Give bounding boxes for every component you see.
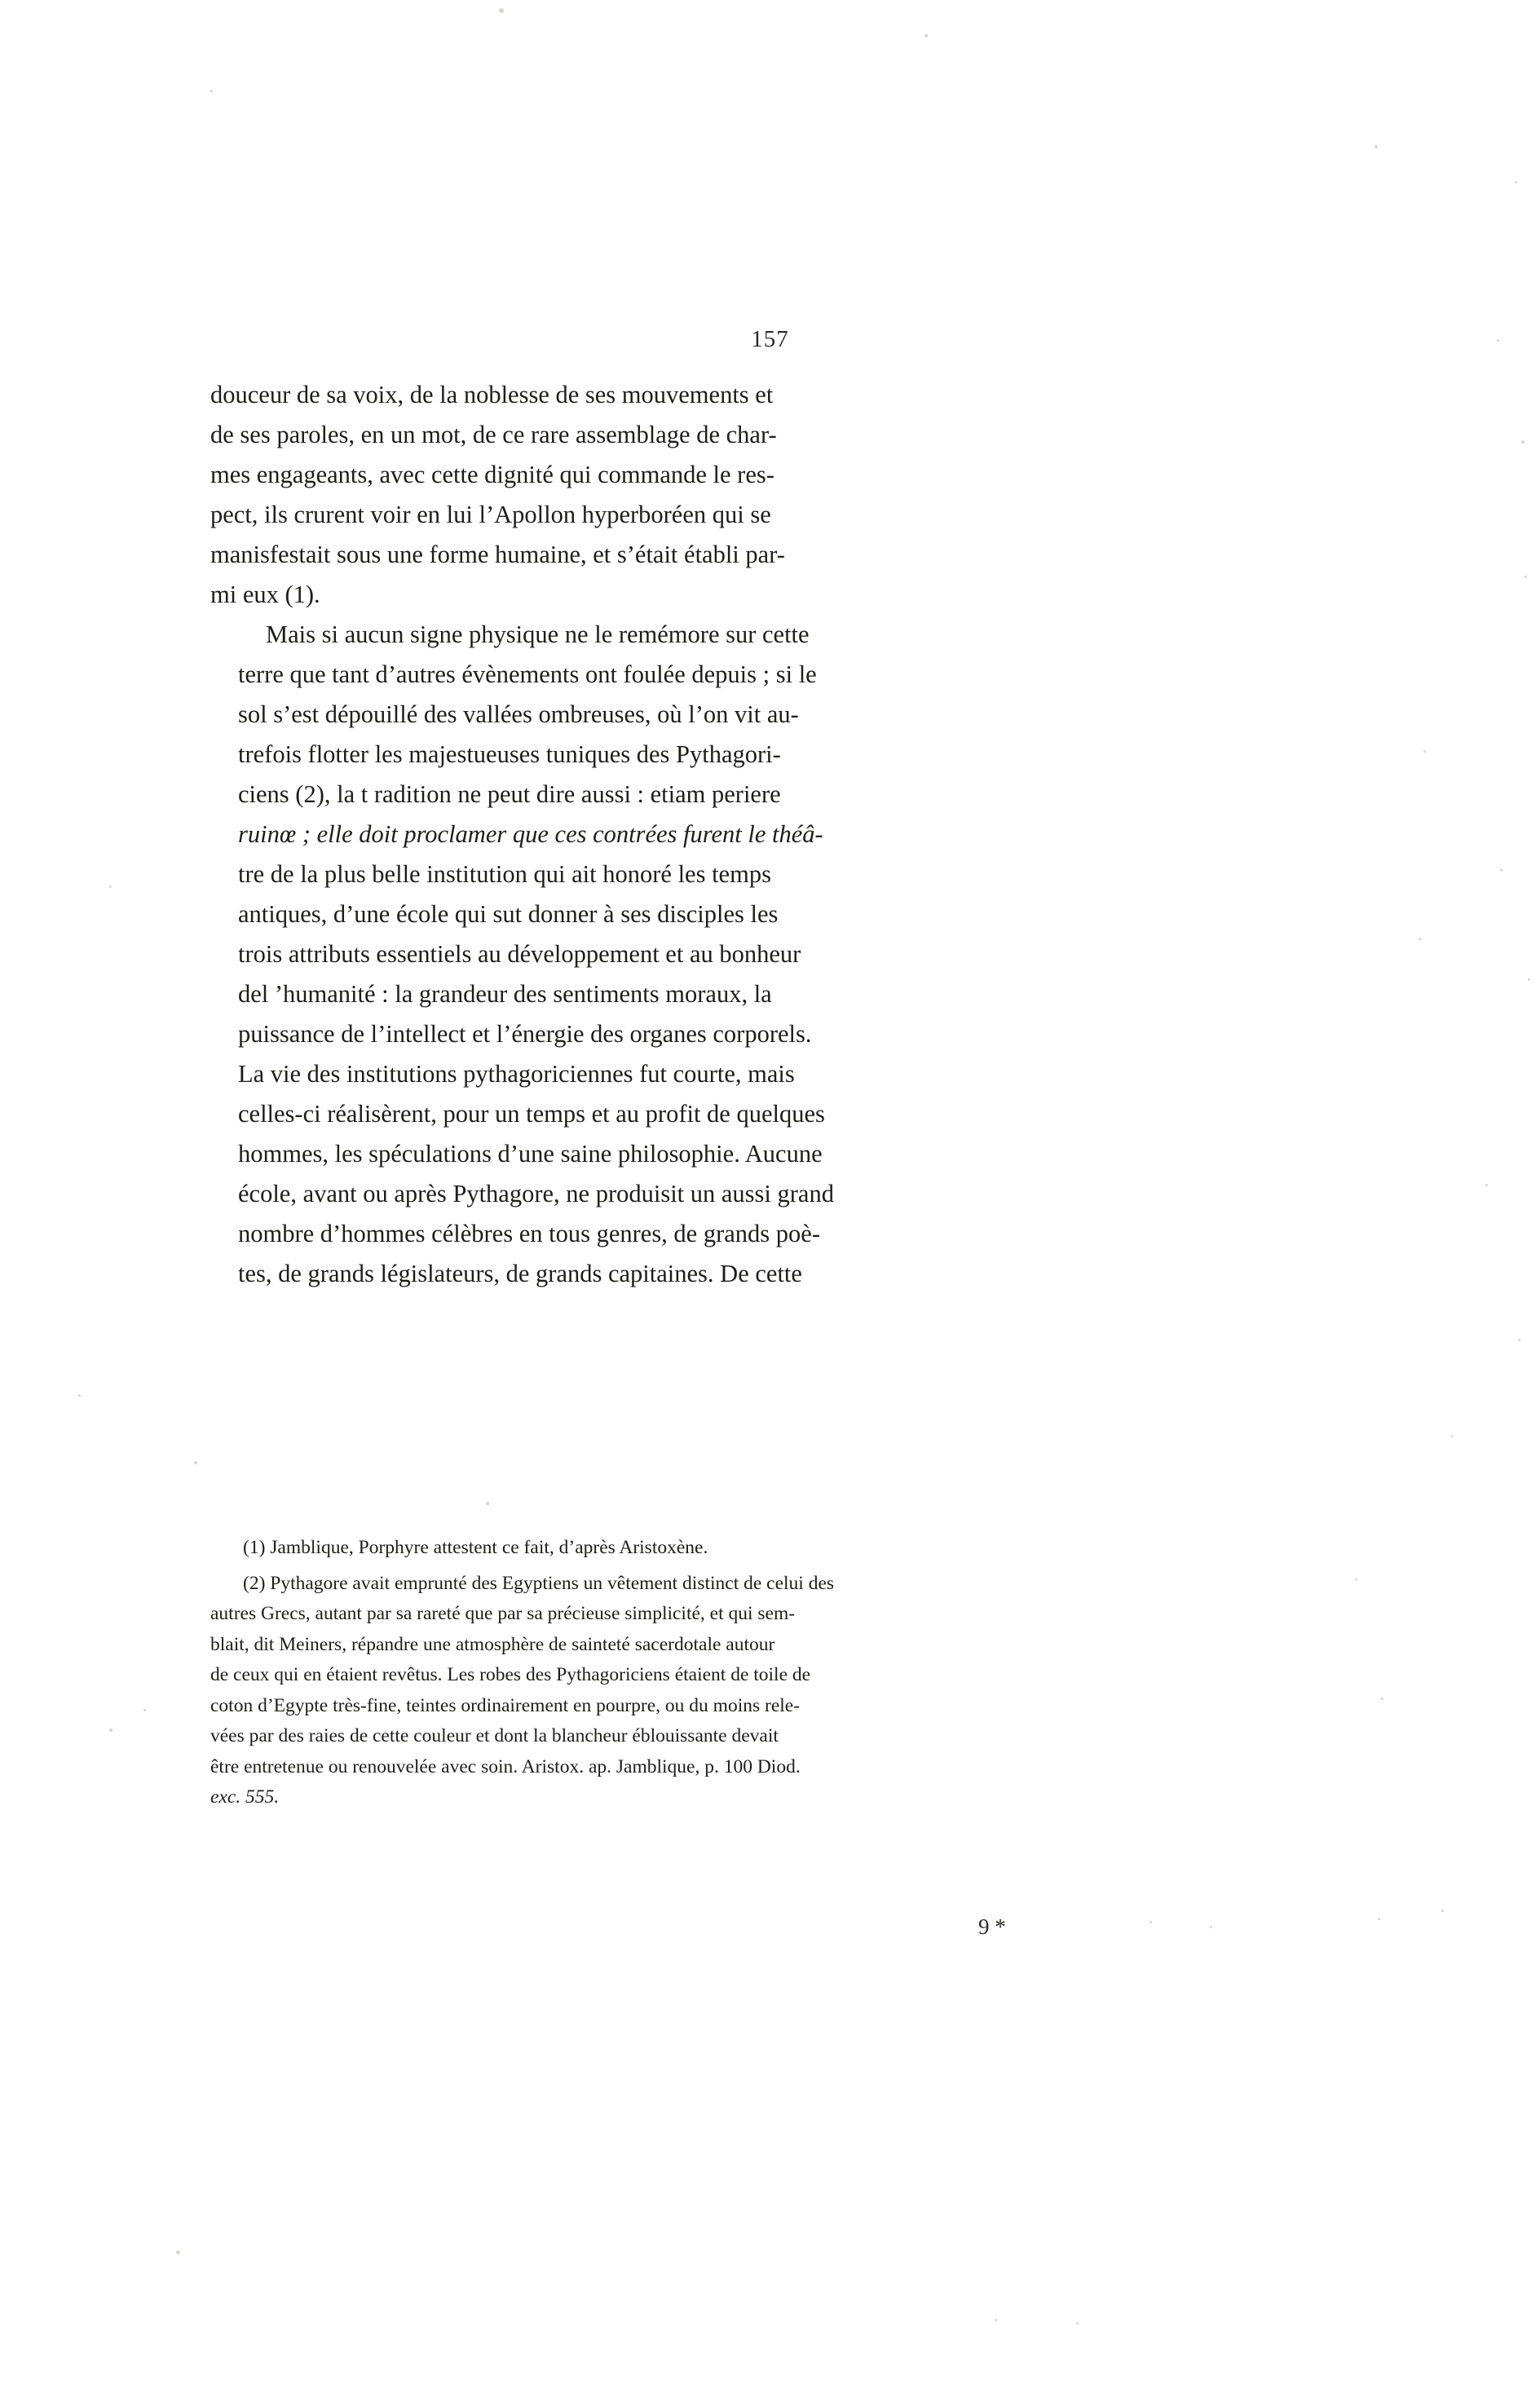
text-line: [210, 415, 1120, 455]
text-line: [210, 495, 1120, 535]
footnote-line-text: coton d’Egypte très-fine, teintes ordinairement en pourpre, ou du moins rele-: [210, 1694, 801, 1716]
footnote-2: [210, 1569, 1120, 1813]
scan-speckle: [1497, 339, 1499, 342]
text-line: [210, 615, 1120, 655]
scan-speckle: [1485, 1184, 1488, 1186]
scan-speckle: [1419, 938, 1421, 940]
scan-speckle: [143, 1709, 146, 1711]
scan-speckle: [109, 1729, 113, 1732]
scan-speckle: [210, 90, 213, 92]
page-number: 157: [751, 326, 789, 352]
text-line: [210, 575, 1120, 615]
scan-speckle: [1521, 440, 1525, 444]
scan-speckle: [1500, 869, 1502, 872]
footnote-line-text: de ceux qui en étaient revêtus. Les robes des Pythagoriciens étaient de toile de: [210, 1664, 811, 1685]
line-text: mes engageants, avec cette dignité qui commande le res-: [210, 461, 774, 488]
scan-speckle: [1515, 181, 1517, 183]
line-text: nombre d’hommes célèbres en tous genres, de grands poè-: [238, 1220, 820, 1247]
scan-speckle: [1518, 1339, 1520, 1341]
scan-speckle: [1375, 145, 1378, 148]
footnote-1: [210, 1533, 1120, 1564]
text-line: [210, 695, 1120, 735]
footnotes-block: [210, 1533, 1120, 1818]
footnote-line: [210, 1599, 1120, 1630]
line-text: antiques, d’une école qui sut donner à ses disciples les: [238, 900, 779, 928]
scan-speckle: [1076, 2322, 1079, 2325]
text-line: [210, 455, 1120, 495]
text-line: [210, 1054, 1120, 1094]
text-line: [210, 655, 1120, 695]
scan-speckle: [1378, 1918, 1380, 1920]
line-text: sol s’est dépouillé des vallées ombreuses, où l’on vit au-: [238, 700, 799, 728]
footnote-line-text: vées par des raies de cette couleur et dont la blancheur éblouissante devait: [210, 1725, 779, 1746]
line-text: manisfestait sous une forme humaine, et s’était établi par-: [210, 541, 785, 568]
scan-speckle: [109, 885, 112, 888]
footnote-line: [210, 1660, 1120, 1691]
line-text: douceur de sa voix, de la noblesse de ses mouvements et: [210, 381, 774, 408]
line-text: del ’humanité : la grandeur des sentiments moraux, la: [238, 980, 772, 1008]
paragraph-1: [210, 375, 1120, 615]
line-text: puissance de l’intellect et l’énergie des organes corporels.: [238, 1020, 812, 1048]
scan-speckle: [1355, 1579, 1357, 1581]
scan-speckle: [1528, 978, 1530, 981]
footnote-line-text: blait, dit Meiners, répandre une atmosphère de sainteté sacerdotale autour: [210, 1633, 775, 1655]
text-line: [210, 815, 1120, 854]
line-text: trois attributs essentiels au développement et au bonheur: [238, 940, 801, 968]
scan-speckle: [194, 1461, 197, 1464]
line-text: école, avant ou après Pythagore, ne produisit un aussi grand: [238, 1180, 834, 1208]
footnote-line: (1) Jamblique, Porphyre attestent ce fait, d’après Aristoxène.: [243, 1537, 708, 1558]
footnote-line: [210, 1569, 1120, 1600]
text-line: [210, 854, 1120, 894]
text-line: [210, 934, 1120, 974]
line-text: tes, de grands législateurs, de grands capitaines. De cette: [238, 1260, 802, 1287]
text-line: [210, 1214, 1120, 1254]
text-line: [210, 974, 1120, 1014]
line-text: de ses paroles, en un mot, de ce rare assemblage de char-: [210, 421, 777, 448]
footnote-line: [210, 1752, 1120, 1783]
line-text-italic: ruinœ ; elle doit proclamer que ces contrées furent le théâ-: [238, 820, 823, 848]
footnote-line: [210, 1630, 1120, 1661]
line-text: terre que tant d’autres évènements ont foulée depuis ; si le: [238, 660, 817, 688]
scan-speckle: [78, 1394, 81, 1397]
body-text-column: [210, 375, 1120, 1294]
line-text: Mais si aucun signe physique ne le remémore sur cette: [266, 620, 810, 648]
text-line: [210, 1014, 1120, 1054]
scan-speckle: [1381, 1698, 1383, 1700]
scan-speckle: [486, 1502, 489, 1505]
text-line: [210, 1254, 1120, 1294]
line-text: pect, ils crurent voir en lui l’Apollon hyperboréen qui se: [210, 501, 771, 528]
footnote-line-text: autres Grecs, autant par sa rareté que par sa précieuse simplicité, et qui sem-: [210, 1603, 796, 1624]
scan-speckle: [1423, 750, 1426, 753]
line-text: La vie des institutions pythagoriciennes fut courte, mais: [238, 1060, 795, 1088]
footnote-line-text: être entretenue ou renouvelée avec soin. Aristox. ap. Jamblique, p. 100 Diod.: [210, 1755, 801, 1777]
text-line: [210, 535, 1120, 575]
scan-speckle: [499, 8, 504, 13]
paragraph-2: [210, 615, 1120, 1294]
text-line: [210, 735, 1120, 775]
line-text: celles-ci réalisèrent, pour un temps et au profit de quelques: [238, 1100, 825, 1128]
footnote-line: [210, 1721, 1120, 1752]
scan-speckle: [995, 2319, 997, 2321]
text-line: [210, 894, 1120, 934]
text-line: [210, 1174, 1120, 1214]
scan-speckle: [1525, 576, 1527, 578]
footnote-line-text: (2) Pythagore avait emprunté des Egyptiens un vêtement distinct de celui des: [243, 1572, 835, 1594]
scan-speckle: [1441, 1910, 1444, 1912]
scan-speckle: [176, 2250, 180, 2254]
line-text: tre de la plus belle institution qui ait honoré les temps: [238, 860, 771, 888]
scan-speckle: [1210, 1926, 1212, 1928]
footnote-line: [210, 1782, 1120, 1813]
scan-speckle: [1149, 1921, 1152, 1923]
text-line: [210, 375, 1120, 415]
text-line: [210, 775, 1120, 815]
line-text-italic-tail: ciens (2), la t radition ne peut dire aussi : etiam periere: [238, 780, 781, 808]
footnote-line-text: exc. 555.: [210, 1786, 280, 1808]
scan-speckle: [924, 34, 928, 38]
line-text: hommes, les spéculations d’une saine philosophie. Aucune: [238, 1140, 823, 1168]
signature-mark: 9 *: [978, 1914, 1006, 1939]
text-line: [210, 1134, 1120, 1174]
scan-speckle: [1451, 1435, 1454, 1437]
text-line: [210, 1094, 1120, 1134]
line-text: mi eux (1).: [210, 581, 320, 608]
footnote-line: [210, 1691, 1120, 1722]
line-text: trefois flotter les majestueuses tuniques des Pythagori-: [238, 740, 781, 768]
